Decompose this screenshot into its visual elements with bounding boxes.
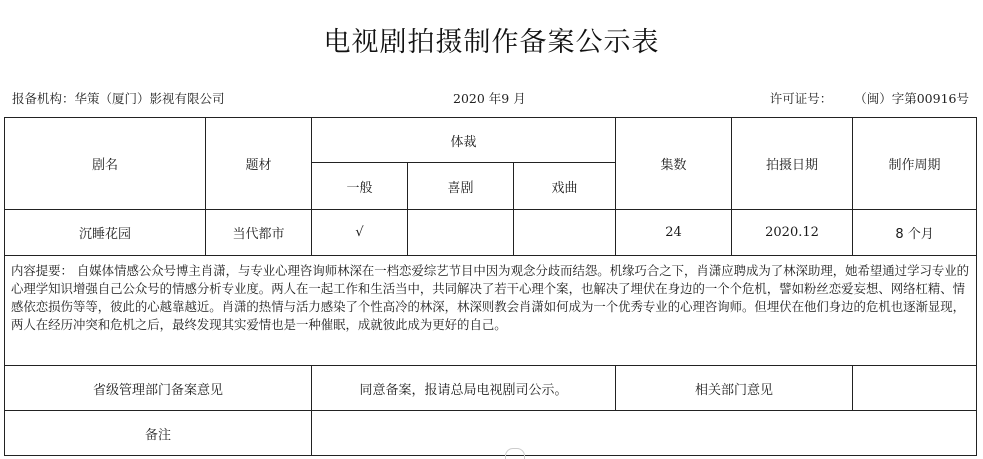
provincial-opinion: 同意备案，报请总局电视剧司公示。	[312, 366, 616, 411]
header-genre-comedy: 喜剧	[408, 163, 514, 210]
cell-shoot-date: 2020.12	[732, 210, 853, 256]
filing-org: 报备机构：华策（厦门）影视有限公司	[12, 91, 225, 106]
header-episodes: 集数	[616, 118, 732, 210]
cell-episodes: 24	[616, 210, 732, 256]
header-genre: 体裁	[312, 118, 616, 163]
watermark-mark	[505, 448, 525, 459]
cell-production-cycle: 8 个月	[853, 210, 977, 256]
provincial-label: 省级管理部门备案意见	[5, 366, 312, 411]
license-label: 许可证号：	[769, 91, 833, 106]
filing-date: 2020 年9 月	[453, 91, 526, 106]
header-production-cycle: 制作周期	[853, 118, 977, 210]
license-info	[770, 89, 969, 107]
license-number: （闽）字第00916号	[854, 91, 969, 106]
header-shoot-date: 拍摄日期	[732, 118, 853, 210]
cell-drama-name: 沉睡花园	[5, 210, 206, 256]
cell-theme: 当代都市	[206, 210, 312, 256]
remarks-label: 备注	[5, 411, 312, 456]
cell-genre-general: √	[312, 210, 408, 256]
content-summary: 内容提要： 自媒体情感公众号博主肖潇，与专业心理咨询师林深在一档恋爱综艺节目中因为观念分歧而结怨。机缘巧合之下，肖潇应聘成为了林深助理，她希望通过学习专业的心理学知识增强自己公众号的情感分析专业度。两人在一起工作和生活当中，共同解决了若干心理个案，也解决了埋伏在身边的一个个危机，譬如粉丝恋爱妄想、网络杠精、情感依恋损伤等等，彼此的心越靠越近。肖潇的热情与活力感染了个性高冷的林深，林深则教会肖潇如何成为一个优秀专业的心理咨询师。但埋伏在他们身边的危机也逐渐显现，两人在经历冲突和危机之后，最终发现其实爱情也是一种催眠，成就彼此成为更好的自己。	[5, 256, 977, 366]
cell-genre-opera	[514, 210, 616, 256]
related-label: 相关部门意见	[616, 366, 853, 411]
header-name: 剧名	[5, 118, 206, 210]
related-opinion	[853, 366, 977, 411]
document-title: 电视剧拍摄制作备案公示表	[323, 27, 660, 58]
header-genre-opera: 戏曲	[514, 163, 616, 210]
cell-genre-comedy	[408, 210, 514, 256]
header-theme: 题材	[206, 118, 312, 210]
filing-table	[4, 117, 977, 456]
remarks-value	[312, 411, 977, 456]
header-genre-general: 一般	[312, 163, 408, 210]
